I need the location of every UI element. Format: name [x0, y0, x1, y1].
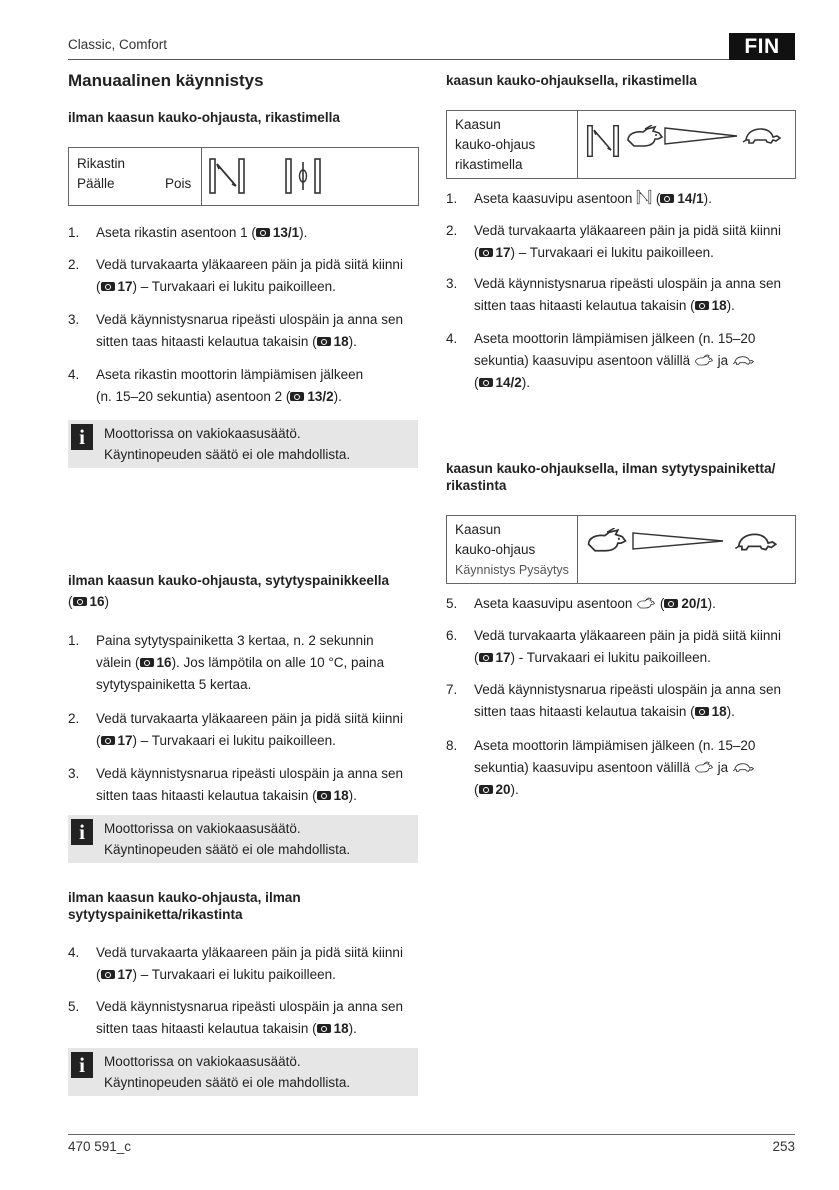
footer-rule	[68, 1134, 795, 1135]
table-label-on: Päälle	[77, 176, 115, 191]
info-note: i Moottorissa on vakiokaasusäätö. Käyntinopeuden säätö ei ole mahdollista.	[68, 420, 418, 468]
camera-icon	[256, 228, 270, 237]
choke-on-icon	[585, 123, 621, 159]
camera-icon	[695, 707, 709, 716]
throttle-choke-table: Kaasun kauko-ohjaus rikastimella	[446, 110, 796, 179]
turtle-icon	[741, 125, 781, 147]
camera-icon	[479, 785, 493, 794]
header-section-title: Classic, Comfort	[68, 37, 168, 52]
info-icon: i	[71, 1052, 93, 1078]
info-icon: i	[71, 424, 93, 450]
camera-icon	[140, 658, 154, 667]
camera-icon	[479, 653, 493, 662]
hare-icon	[636, 597, 656, 610]
choke-on-icon	[636, 189, 652, 205]
section-heading: ilman kaasun kauko-ohjausta, rikastimella	[68, 110, 340, 125]
camera-icon	[664, 599, 678, 608]
speed-wedge-icon	[663, 125, 741, 147]
section-ref: ( 16)	[68, 594, 110, 609]
turtle-icon	[732, 761, 754, 774]
camera-icon	[101, 282, 115, 291]
table-label-choke: Rikastin	[77, 156, 126, 171]
choke-off-icon	[283, 156, 323, 196]
page-number: 253	[772, 1139, 795, 1154]
camera-icon	[660, 194, 674, 203]
info-icon: i	[71, 819, 93, 845]
camera-icon	[317, 1024, 331, 1033]
camera-icon	[317, 791, 331, 800]
info-note: i Moottorissa on vakiokaasusäätö. Käyntinopeuden säätö ei ole mahdollista.	[68, 815, 418, 863]
section-heading: kaasun kauko-ohjauksella, ilman sytytyspainiketta/ rikastinta	[446, 461, 776, 493]
choke-on-icon	[207, 156, 247, 196]
camera-icon	[479, 378, 493, 387]
language-badge: FIN	[729, 33, 795, 60]
doc-number: 470 591_c	[68, 1139, 132, 1154]
speed-wedge-icon	[631, 530, 727, 552]
section-heading: ilman kaasun kauko-ohjausta, sytytyspainikkeella	[68, 573, 390, 588]
camera-icon	[695, 301, 709, 310]
hare-icon	[585, 528, 629, 554]
camera-icon	[290, 392, 304, 401]
info-note: i Moottorissa on vakiokaasusäätö. Käyntinopeuden säätö ei ole mahdollista.	[68, 1048, 418, 1096]
header-rule	[68, 59, 729, 60]
page-title: Manuaalinen käynnistys	[68, 71, 264, 90]
hare-icon	[625, 125, 665, 149]
table-label-off: Pois	[165, 176, 192, 191]
hare-icon	[694, 761, 714, 774]
camera-icon	[479, 248, 493, 257]
turtle-icon	[732, 354, 754, 367]
camera-icon	[317, 337, 331, 346]
turtle-icon	[733, 530, 777, 554]
section-heading: ilman kaasun kauko-ohjausta, ilman sytytyspainiketta/rikastinta	[68, 890, 301, 922]
choke-table	[68, 147, 419, 206]
camera-icon	[101, 970, 115, 979]
throttle-table: Kaasun kauko-ohjaus Käynnistys Pysäytys	[446, 515, 796, 584]
hare-icon	[694, 354, 714, 367]
camera-icon	[73, 597, 87, 606]
camera-icon	[101, 736, 115, 745]
section-heading: kaasun kauko-ohjauksella, rikastimella	[446, 73, 697, 88]
